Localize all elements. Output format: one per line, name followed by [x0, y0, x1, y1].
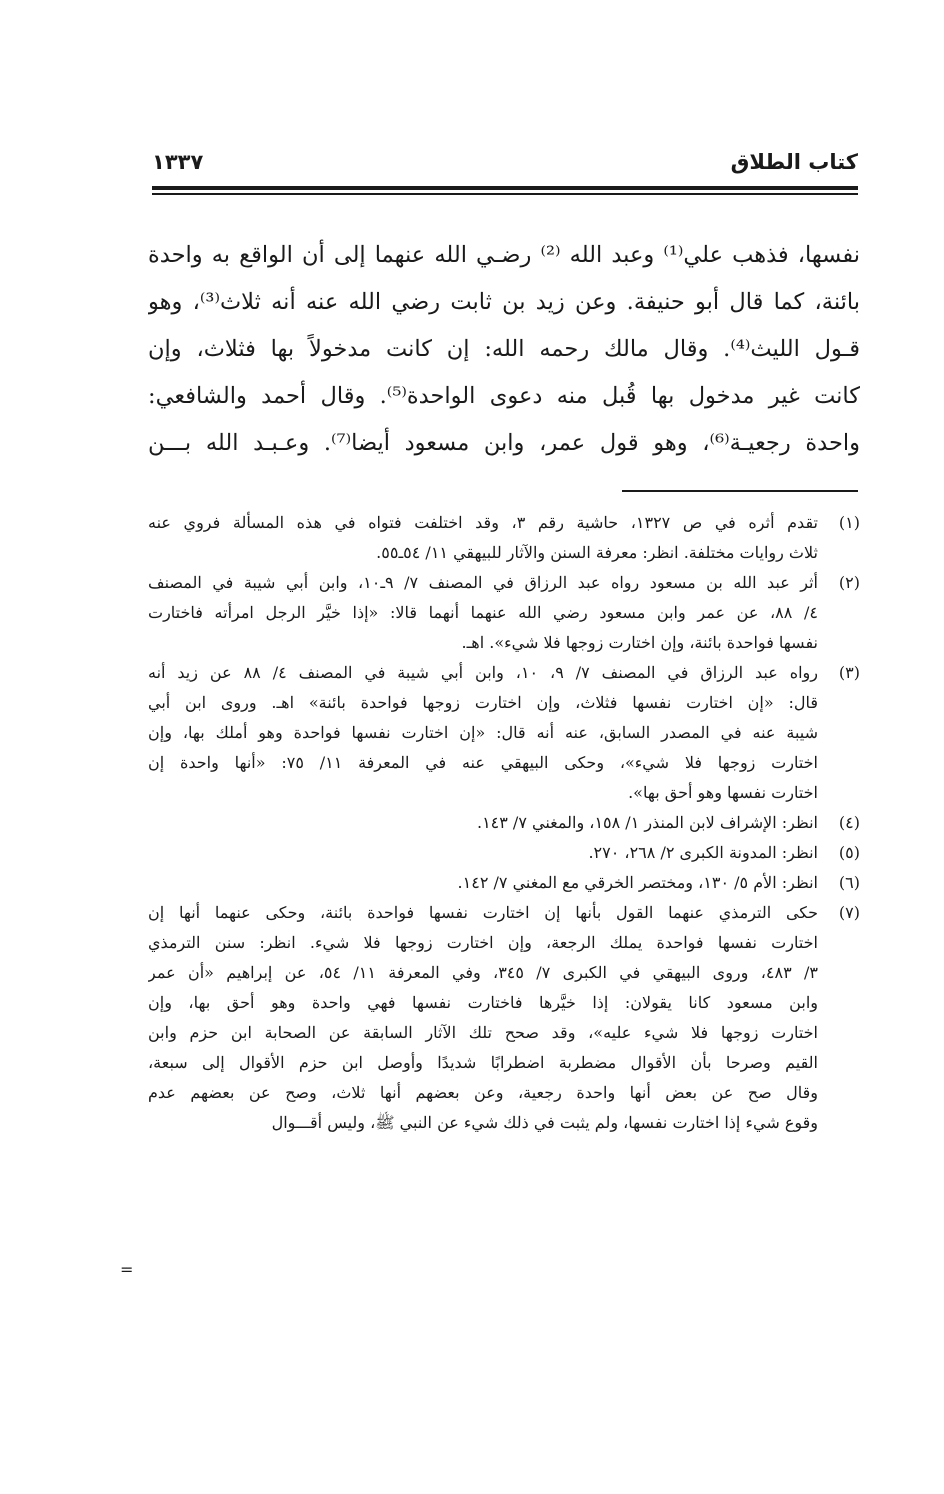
footnote-separator [622, 490, 858, 492]
footnote [148, 508, 860, 568]
body-line: قـول الليث⁽⁴⁾. وقال مالك رحمه الله: إن كانت مدخولاً بها فثلاث، وإن [148, 336, 860, 362]
footnote-number: (٢) [838, 573, 860, 592]
footnote [148, 808, 860, 838]
footnote-line: ٣/ ٤٨٣، وروى البيهقي في الكبرى ٧/ ٣٤٥، وفي المعرفة ١١/ ٥٤، عن إبراهيم «أن عمر [148, 963, 818, 982]
footnote-line: ٤/ ٨٨، عن عمر وابن مسعود رضي الله عنهما أنهما قالا: «إذا خيَّر الرجل امرأته فاختارت [148, 603, 818, 622]
footnote-line: اختارت زوجها فلا شيء عليه»، وقد صحح تلك الآثار السابقة عن الصحابة ابن حزم وابن [148, 1023, 818, 1042]
footnote-line: تقدم أثره في ص ١٣٢٧، حاشية رقم ٣، وقد اختلفت فتواه في هذه المسألة فروي عنه [148, 513, 818, 532]
footnote-line: رواه عبد الرزاق في المصنف ٧/ ٩، ١٠، وابن أبي شيبة في المصنف ٤/ ٨٨ عن زيد أنه [148, 663, 818, 682]
footnote-line: اختارت نفسها وهو أحق بها». [628, 783, 818, 802]
footnote-line: قال: «إن اختارت نفسها فثلاث، وإن اختارت زوجها فواحدة بائنة» اهـ. وروى ابن أبي [148, 693, 818, 712]
running-header [152, 142, 858, 182]
footnote-number: (٥) [838, 843, 860, 862]
footnote-number: (٦) [838, 873, 860, 892]
body-line: كانت غير مدخول بها قُبل منه دعوى الواحدة⁽⁵⁾. وقال أحمد والشافعي: [148, 383, 860, 409]
footnote-line: انظر: الأم ٥/ ١٣٠، ومختصر الخرقي مع المغني ٧/ ١٤٢. [457, 873, 818, 892]
footnote-line: أثر عبد الله بن مسعود رواه عبد الرزاق في المصنف ٧/ ٩ـ١٠، وابن أبي شيبة في المصنف [148, 573, 818, 592]
footnote-number: (٣) [838, 663, 860, 682]
footnote-line: حكى الترمذي عنهما القول بأنها إن اختارت نفسها فواحدة بائنة، وحكى عنهما أنها إن [148, 903, 818, 922]
page-number: ١٣٣٧ [152, 150, 204, 174]
body-line: واحدة رجعيـة⁽⁶⁾، وهو قول عمر، وابن مسعود أيضا⁽⁷⁾. وعـبـد الله بـــن [148, 430, 860, 456]
footnote-number: (٧) [838, 903, 860, 922]
footnote-line: القيم وصرحا بأن الأقوال مضطربة اضطرابًا شديدًا وأوصل ابن حزم الأقوال إلى سبعة، [148, 1053, 818, 1072]
footnote-line: ثلاث روايات مختلفة. انظر: معرفة السنن والآثار للبيهقي ١١/ ٥٤ـ٥٥. [376, 543, 818, 562]
footnote-line: انظر: الإشراف لابن المنذر ١/ ١٥٨، والمغني ٧/ ١٤٣. [476, 813, 818, 832]
footnote-number: (١) [838, 513, 860, 532]
footnote [148, 838, 860, 868]
footnote [148, 568, 860, 658]
footnote-line: انظر: المدونة الكبرى ٢/ ٢٦٨، ٢٧٠. [588, 843, 818, 862]
body-line: بائنة، كما قال أبو حنيفة. وعن زيد بن ثابت رضي الله عنه أنه ثلاث⁽³⁾، وهو [148, 289, 860, 315]
footnotes [148, 508, 860, 1138]
footnote-line: وقوع شيء إذا اختارت نفسها، ولم يثبت في ذلك شيء عن النبي ﷺ، وليس أقـــوال [271, 1113, 818, 1132]
footnote [148, 658, 860, 808]
footnote-number: (٤) [838, 813, 860, 832]
footnote [148, 898, 860, 1138]
header-rule-thin [152, 193, 858, 195]
footnote-line: شيبة عنه في المصدر السابق، عنه أنه قال: «إن اختارت نفسها فواحدة وهو أملك بها، وإن [148, 723, 818, 742]
chapter-title: كتاب الطلاق [730, 150, 858, 174]
header-rule-thick [152, 186, 858, 190]
main-text [148, 232, 860, 467]
footnote-line: وابن مسعود كانا يقولان: إذا خيَّرها فاختارت نفسها فهي واحدة وهو أحق بها، وإن [148, 993, 818, 1012]
footnote-line: نفسها فواحدة بائنة، وإن اختارت زوجها فلا شيء». اهـ. [461, 633, 818, 652]
footnote-line: اختارت نفسها فواحدة يملك الرجعة، وإن اختارت زوجها فلا شيء. انظر: سنن الترمذي [148, 933, 818, 952]
footnote-line: وقال صح عن بعض أنها واحدة رجعية، وعن بعضهم أنها ثلاث، وصح عن بعضهم عدم [148, 1083, 818, 1102]
continuation-mark: = [120, 1260, 134, 1279]
footnote-line: اختارت زوجها فلا شيء»، وحكى البيهقي عنه في المعرفة ١١/ ٧٥: «أنها واحدة إن [148, 753, 818, 772]
body-line: نفسها، فذهب علي⁽¹⁾ وعبد الله ⁽²⁾ رضـي الله عنهما إلى أن الواقع به واحدة [148, 242, 860, 268]
footnote [148, 868, 860, 898]
